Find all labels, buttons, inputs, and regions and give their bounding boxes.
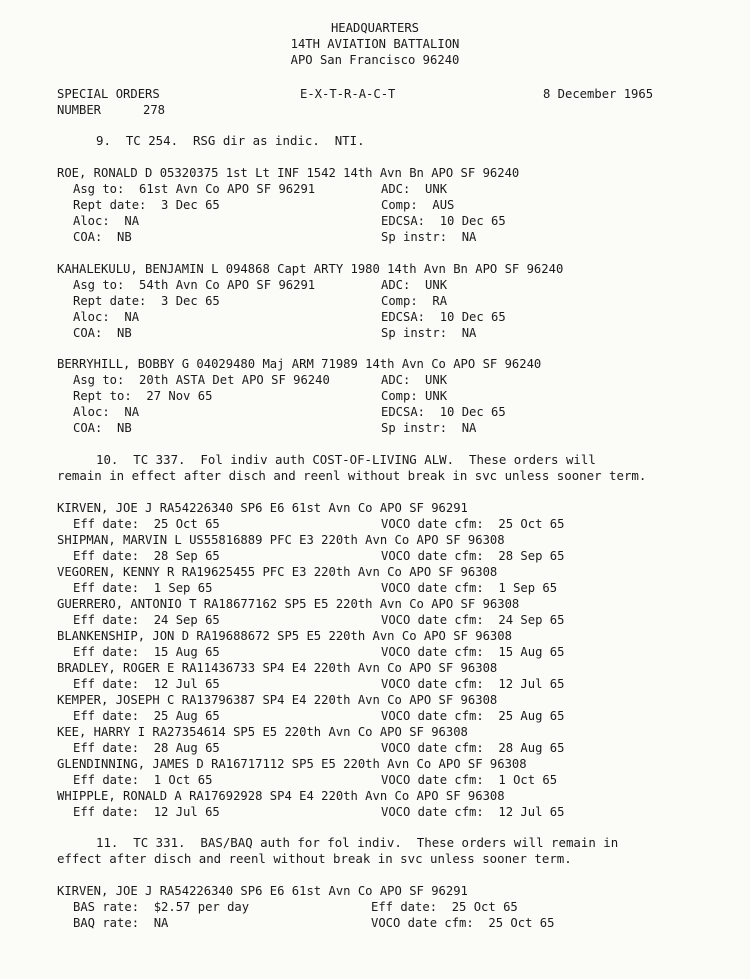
header-battalion: 14TH AVIATION BATTALION [290,37,460,51]
section10-entry-eff-date: Eff date: 1 Sep 65 [73,581,213,595]
section9-entry-field: Asg to: 20th ASTA Det APO SF 96240 [73,373,330,387]
section10-entry-eff-date: Eff date: 24 Sep 65 [73,613,220,627]
section10-entry-name: GUERRERO, ANTONIO T RA18677162 SP5 E5 220th Avn Co APO SF 96308 [57,597,520,611]
section10-entry-voco-date: VOCO date cfm: 25 Aug 65 [381,709,565,723]
section9-entry-field: Rept date: 3 Dec 65 [73,294,220,308]
extract-label: E-X-T-R-A-C-T [300,87,396,101]
section10-entry-name: BRADLEY, ROGER E RA11436733 SP4 E4 220th Avn Co APO SF 96308 [57,661,498,675]
section9-entry-field-right: Comp: RA [381,294,448,308]
section10-entry-eff-date: Eff date: 25 Oct 65 [73,517,220,531]
section10-entry-eff-date: Eff date: 12 Jul 65 [73,677,220,691]
section10-entry-name: KEMPER, JOSEPH C RA13796387 SP4 E4 220th Avn Co APO SF 96308 [57,693,498,707]
section10-entry-eff-date: Eff date: 12 Jul 65 [73,805,220,819]
section10-entry-voco-date: VOCO date cfm: 1 Oct 65 [381,773,558,787]
header-apo: APO San Francisco 96240 [290,53,460,67]
section11-entry-field-right: Eff date: 25 Oct 65 [371,900,518,914]
section10-entry-voco-date: VOCO date cfm: 1 Sep 65 [381,581,558,595]
section9-entry-field-right: Sp instr: NA [381,230,477,244]
section11-entry-field: BAS rate: $2.57 per day [73,900,250,914]
section10-heading-line1: 10. TC 337. Fol indiv auth COST-OF-LIVING ALW. These orders will [96,452,596,467]
section10-entry-voco-date: VOCO date cfm: 24 Sep 65 [381,613,565,627]
section9-entry-field: COA: NB [73,230,132,244]
section10-entry-eff-date: Eff date: 15 Aug 65 [73,645,220,659]
section9-entry-field: Asg to: 54th Avn Co APO SF 96291 [73,278,316,292]
section9-entry-field-right: Sp instr: NA [381,421,477,435]
section10-entry-name: KEE, HARRY I RA27354614 SP5 E5 220th Avn Co APO SF 96308 [57,725,468,739]
section9-entry-field: Aloc: NA [73,214,140,228]
orders-title: SPECIAL ORDERS [57,87,160,101]
section9-entry-field-right: Comp: UNK [381,389,448,403]
section9-entry-name: KAHALEKULU, BENJAMIN L 094868 Capt ARTY 1980 14th Avn Bn APO SF 96240 [57,262,564,276]
header-headquarters: HEADQUARTERS [330,21,420,35]
section9-entry-field: COA: NB [73,421,132,435]
section10-entry-name: BLANKENSHIP, JON D RA19688672 SP5 E5 220th Avn Co APO SF 96308 [57,629,512,643]
section10-entry-name: KIRVEN, JOE J RA54226340 SP6 E6 61st Avn Co APO SF 96291 [57,501,468,515]
section9-entry-field: Aloc: NA [73,405,140,419]
section9-entry-field-right: EDCSA: 10 Dec 65 [381,310,506,324]
section11-heading-line1: 11. TC 331. BAS/BAQ auth for fol indiv. These orders will remain in [96,835,619,850]
section9-entry-field-right: ADC: UNK [381,373,448,387]
section9-entry-field-right: Sp instr: NA [381,326,477,340]
section9-entry-field-right: EDCSA: 10 Dec 65 [381,405,506,419]
section10-entry-voco-date: VOCO date cfm: 28 Aug 65 [381,741,565,755]
section10-entry-name: GLENDINNING, JAMES D RA16717112 SP5 E5 220th Avn Co APO SF 96308 [57,757,527,771]
section10-entry-eff-date: Eff date: 1 Oct 65 [73,773,213,787]
section10-entry-name: SHIPMAN, MARVIN L US55816889 PFC E3 220th Avn Co APO SF 96308 [57,533,505,547]
section11-heading-line2: effect after disch and reenl without break in svc unless sooner term. [57,851,572,866]
section10-entry-voco-date: VOCO date cfm: 12 Jul 65 [381,805,565,819]
section10-entry-voco-date: VOCO date cfm: 25 Oct 65 [381,517,565,531]
section9-entry-field: Rept to: 27 Nov 65 [73,389,213,403]
section10-heading-line2: remain in effect after disch and reenl without break in svc unless sooner term. [57,468,647,483]
section11-entry-field-right: VOCO date cfm: 25 Oct 65 [371,916,555,930]
section9-entry-field: Rept date: 3 Dec 65 [73,198,220,212]
section9-heading: 9. TC 254. RSG dir as indic. NTI. [96,133,365,148]
section10-entry-eff-date: Eff date: 28 Sep 65 [73,549,220,563]
section10-entry-voco-date: VOCO date cfm: 12 Jul 65 [381,677,565,691]
section10-entry-name: WHIPPLE, RONALD A RA17692928 SP4 E4 220th Avn Co APO SF 96308 [57,789,505,803]
section9-entry-field: Asg to: 61st Avn Co APO SF 96291 [73,182,316,196]
section10-entry-eff-date: Eff date: 28 Aug 65 [73,741,220,755]
section9-entry-field-right: ADC: UNK [381,182,448,196]
section9-entry-field-right: Comp: AUS [381,198,455,212]
section9-entry-field-right: ADC: UNK [381,278,448,292]
orders-number-label: NUMBER [57,103,102,117]
section9-entry-name: ROE, RONALD D 05320375 1st Lt INF 1542 14th Avn Bn APO SF 96240 [57,166,520,180]
section9-entry-field-right: EDCSA: 10 Dec 65 [381,214,506,228]
section9-entry-field: Aloc: NA [73,310,140,324]
orders-number: 278 [143,103,166,117]
section11-entry-name: KIRVEN, JOE J RA54226340 SP6 E6 61st Avn Co APO SF 96291 [57,884,468,898]
section10-entry-name: VEGOREN, KENNY R RA19625455 PFC E3 220th Avn Co APO SF 96308 [57,565,498,579]
section10-entry-eff-date: Eff date: 25 Aug 65 [73,709,220,723]
section9-entry-name: BERRYHILL, BOBBY G 04029480 Maj ARM 71989 14th Avn Co APO SF 96240 [57,357,542,371]
section9-entry-field: COA: NB [73,326,132,340]
section11-entry-field: BAQ rate: NA [73,916,169,930]
orders-date: 8 December 1965 [543,87,654,101]
section10-entry-voco-date: VOCO date cfm: 15 Aug 65 [381,645,565,659]
section10-entry-voco-date: VOCO date cfm: 28 Sep 65 [381,549,565,563]
